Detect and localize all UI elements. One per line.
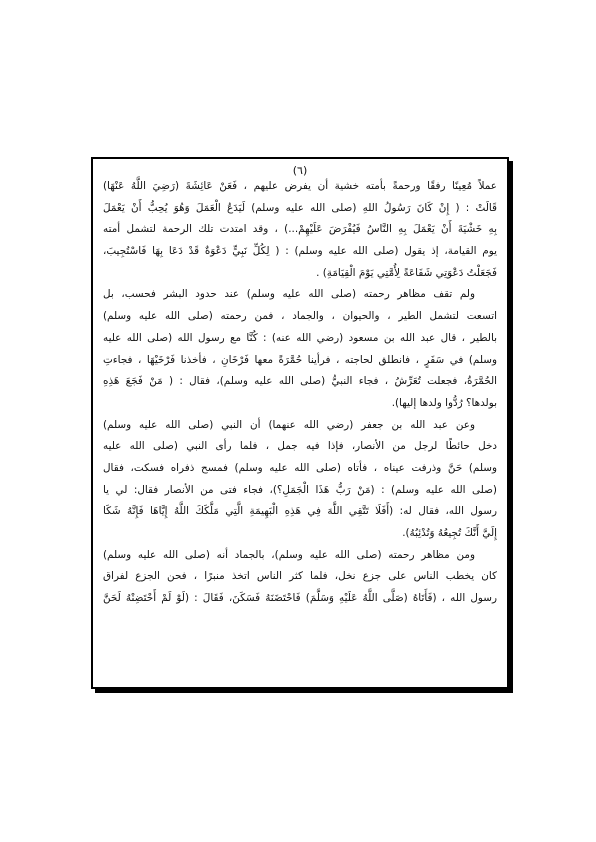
text-line: إِلَيَّ أَنَّكَ تُجِيعُهُ وَتُدْئِبُهُ). bbox=[402, 527, 497, 539]
text-line: وسلم) حَنَّ وذرفت عيناه ، فأتاه (صلى الله عليه وسلم) فمسح ذفراه فسكت، فقال bbox=[103, 461, 497, 474]
text-line: وسلم) في سَفَرٍ ، فانطلق لحاجته ، فرأينا حُمَّرَةً معها فَرْخَانِ ، فأخذنا فَرْخَيْهَا ، فجاءتِ bbox=[103, 353, 497, 366]
text-line: بالطير ، قال عبد الله بن مسعود (رضي الله عنه) : كُنَّا مع رسول الله (صلى الله عليه bbox=[103, 331, 497, 344]
body-text bbox=[103, 176, 497, 610]
text-line: وعن عبد الله بن جعفر (رضي الله عنهما) أن النبي (صلى الله عليه وسلم) bbox=[103, 418, 475, 431]
text-line: بِهِ خَشْيَةَ أَنْ يَعْمَلَ بِهِ النَّاسُ فَيُفْرَضَ عَلَيْهِمْ...) ، وقد امتدت تلك الرحمة لتشمل أمته bbox=[103, 223, 497, 236]
text-line: دخل حائطًا لرجل من الأنصار، فإذا فيه جمل ، فلما رأى النبي (صلى الله عليه bbox=[103, 440, 497, 453]
page-number: (٦) bbox=[292, 164, 308, 177]
text-line: الحُمَّرَةُ، فجعلت تُعَرِّشُ ، فجاء النبيُّ (صلى الله عليه وسلم)، فقال : ( مَنْ فَجَعَ هَذِهِ bbox=[103, 375, 497, 388]
text-line: فَجَعَلْتُ دَعْوَتِي شَفَاعَةً لِأُمَّتِي يَوْمَ الْقِيَامَةِ) . bbox=[316, 266, 497, 279]
text-line: قَالَتْ : ( إِنْ كَانَ رَسُولُ اللهِ (صلى الله عليه وسلم) لَيَدَعُ الْعَمَلَ وَهُوَ يُحِبُّ أَنْ يَعْمَلَ bbox=[103, 201, 497, 214]
text-line: رسول الله ، (فَأَتَاهُ (صَلَّى اللَّهُ عَلَيْهِ وَسَلَّمَ) فَاحْتَضَنَهُ فَسَكَنَ، فَقَالَ : (لَوْ لَمْ أَحْتَضِنْهُ لَحَنَّ bbox=[103, 592, 497, 605]
text-line: اتسعت لتشمل الطير ، والحيوان ، والجماد ، فمن رحمته (صلى الله عليه وسلم) bbox=[103, 310, 497, 323]
text-line: يوم القيامة، إذ يقول (صلى الله عليه وسلم) : ( لِكُلِّ نَبِيٍّ دَعْوَةٌ قَدْ دَعَا بِهَا فَاسْتُجِيبَ، bbox=[103, 245, 497, 258]
text-line: (صلى الله عليه وسلم) : (مَنْ رَبُّ هَذَا الْجَمَلِ؟)، فجاء فتى من الأنصار فقال: لي يا bbox=[103, 483, 497, 496]
page-frame bbox=[91, 157, 509, 689]
text-line: كان يخطب الناس على جزع نخل، فلما كثر الناس اتخذ منبرًا ، فحن الجزع لفراق bbox=[103, 570, 497, 583]
text-line: بولدها؟ رُدُّوا ولدها إليها). bbox=[391, 396, 497, 409]
text-line: عملاً مُعِينًا رفقًا ورحمةً بأمته خشية أن يفرض عليهم ، فَعَنْ عَائِشَةَ (رَضِيَ اللَّهُ عَنْهَا) bbox=[103, 180, 497, 192]
text-line: ومن مظاهر رحمته (صلى الله عليه وسلم)، بالجماد أنه (صلى الله عليه وسلم) bbox=[103, 548, 475, 561]
text-line: ولم تقف مظاهر رحمته (صلى الله عليه وسلم) عند حدود البشر فحسب، بل bbox=[103, 288, 475, 301]
text-line: رسول الله، فقال له: (أَفَلَا تَتَّقِي اللَّهَ فِي هَذِهِ الْبَهِيمَةِ الَّتِي مَلَّكَكَ اللَّهُ إِيَّاهَا فَإِنَّهُ شَكَا bbox=[103, 505, 497, 518]
